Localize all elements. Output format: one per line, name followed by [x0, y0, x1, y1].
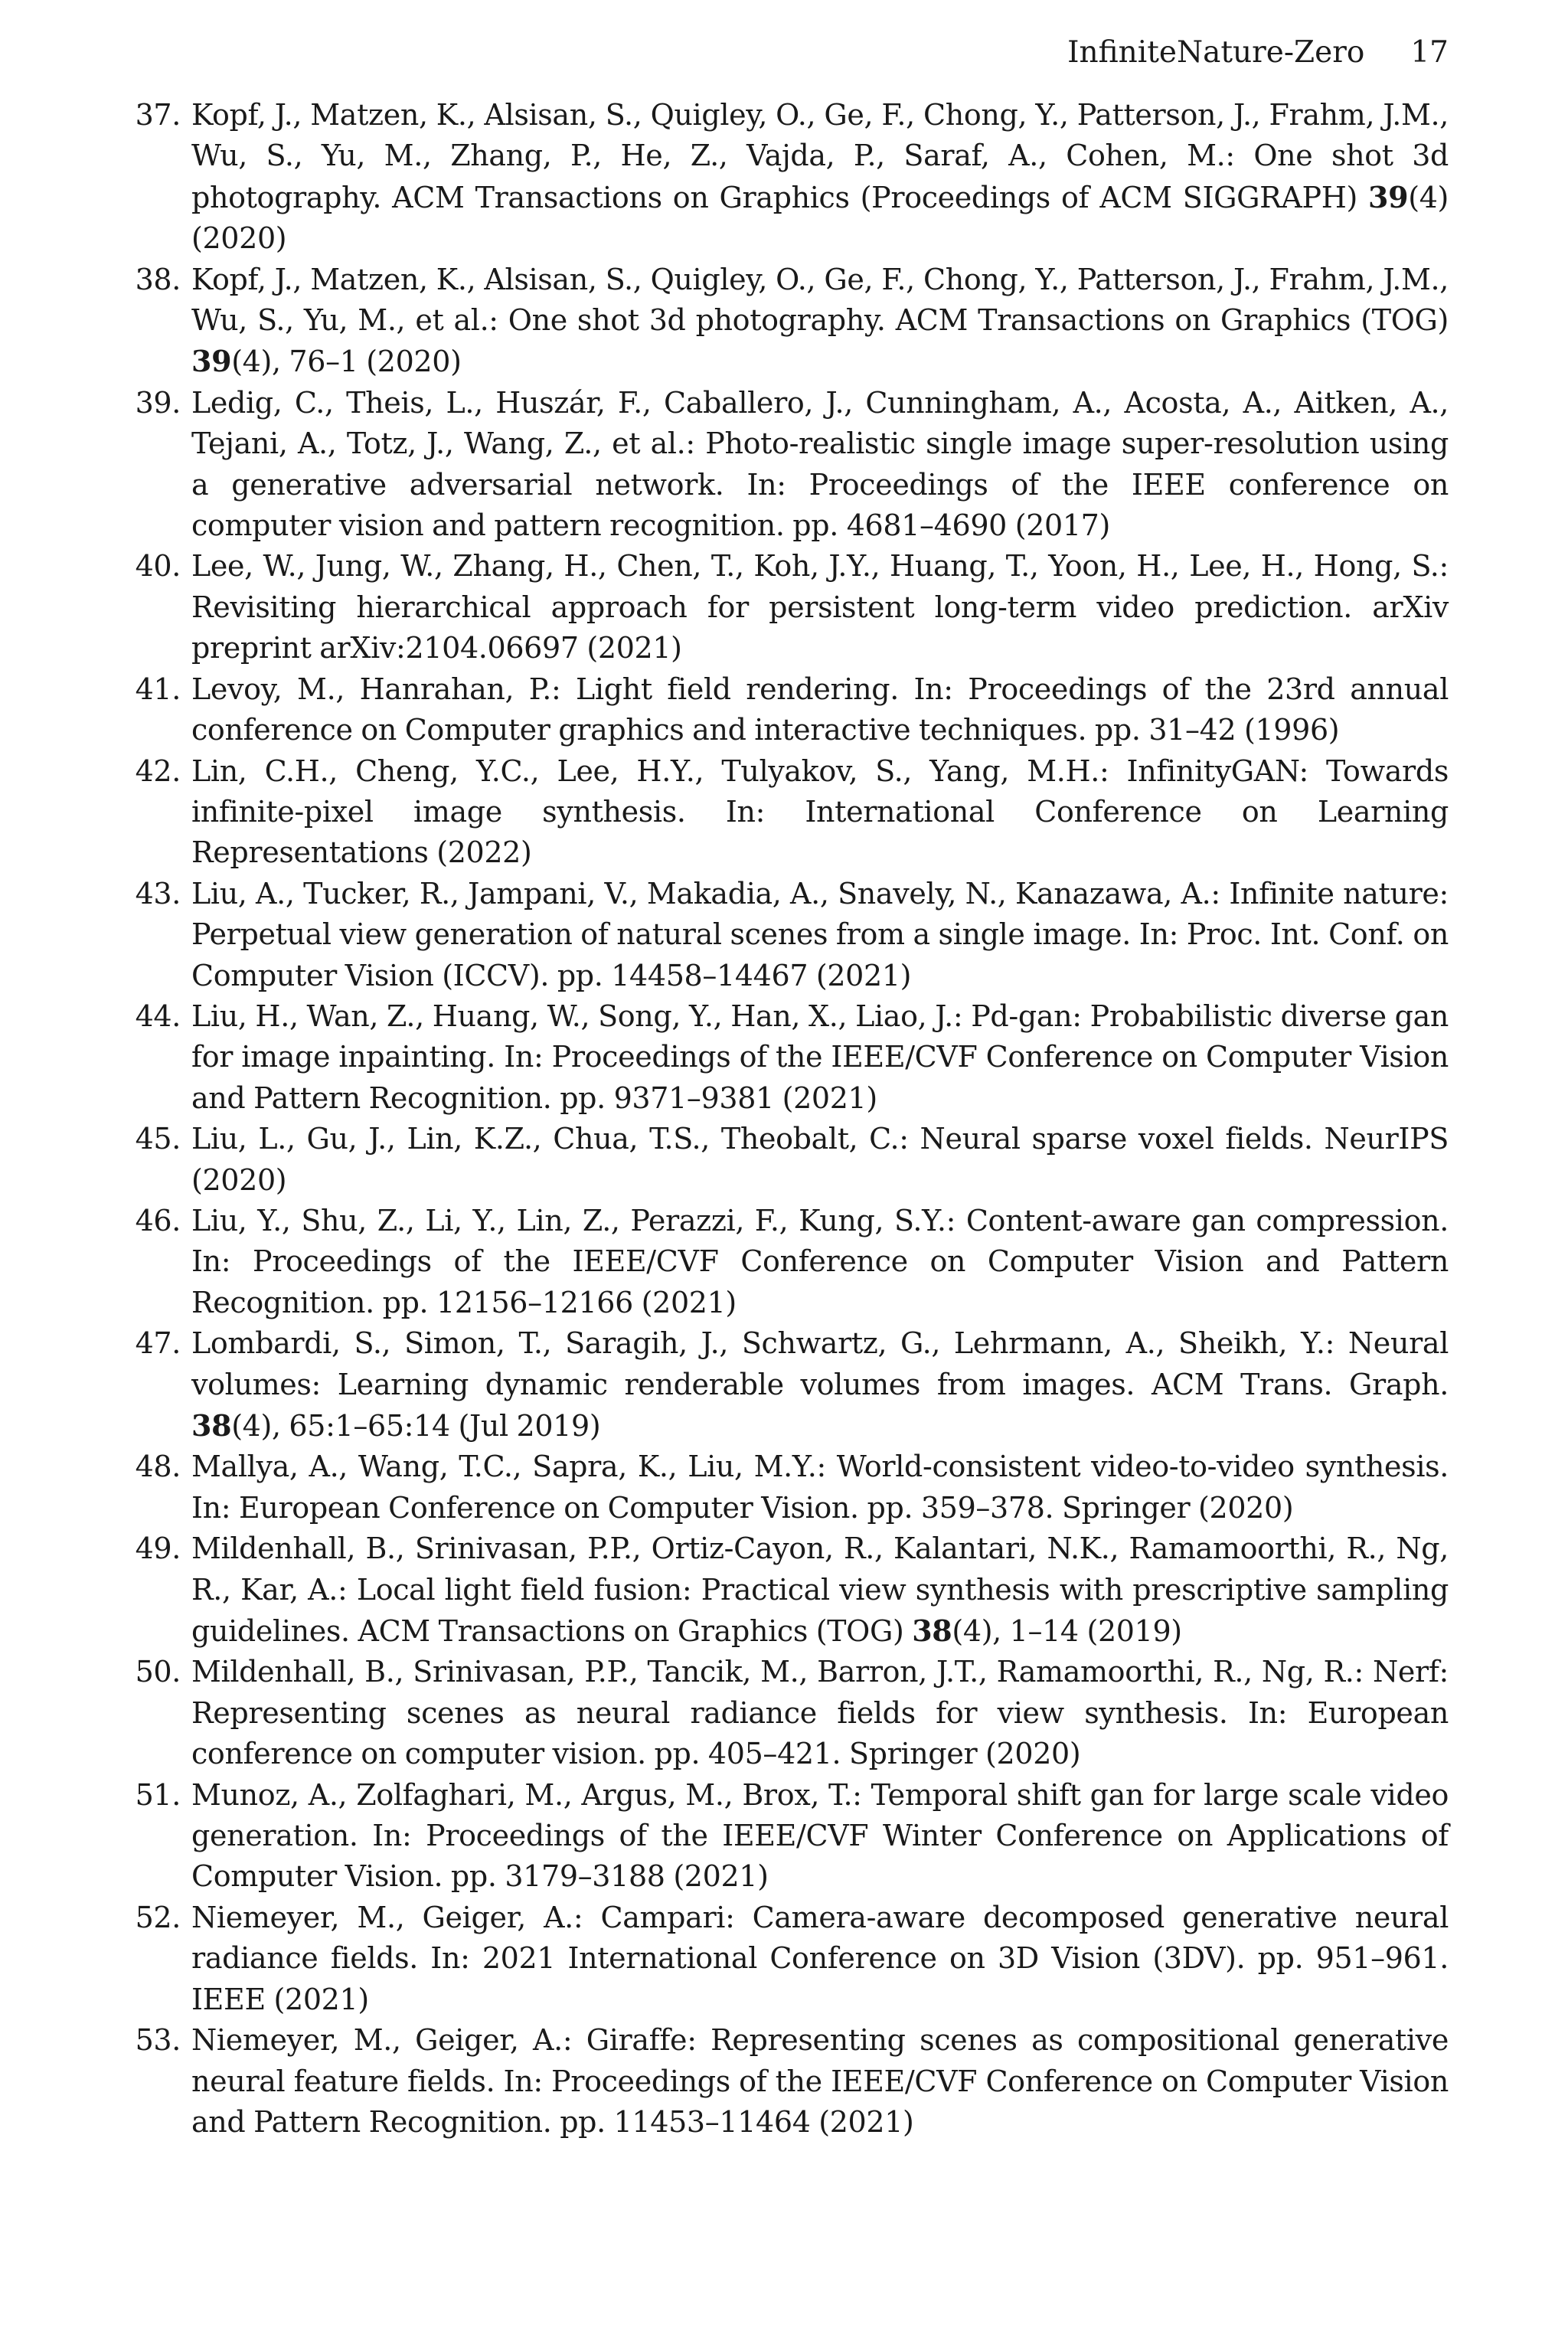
reference-number: 43. [135, 876, 181, 910]
reference-number: 40. [135, 549, 181, 584]
reference-item [121, 1201, 1449, 1323]
reference-number: 41. [135, 672, 181, 706]
reference-number: 48. [135, 1450, 181, 1484]
reference-text: Mildenhall, B., Srinivasan, P.P., Tancik, M., Barron, J.T., Ramamoorthi, R., Ng, R.: Nerf: Representing scenes as neural radiance fields for view synthesis. In: European conference on computer vision. pp. 405–421. Springer (2020) [191, 1655, 1449, 1771]
reference-number: 47. [135, 1326, 181, 1361]
reference-item [121, 1119, 1449, 1201]
reference-item [121, 383, 1449, 547]
reference-text-tail: (4), 1–14 (2019) [952, 1614, 1182, 1649]
running-title: InfiniteNature-Zero [1067, 35, 1365, 70]
reference-number: 52. [135, 1900, 181, 1934]
reference-number: 38. [135, 262, 181, 296]
reference-text: Niemeyer, M., Geiger, A.: Campari: Camera-aware decomposed generative neural radiance fields. In: 2021 International Conference on 3D Vision (3DV). pp. 951–961. IEEE (2021) [191, 1900, 1449, 2016]
reference-item [121, 260, 1449, 383]
reference-number: 42. [135, 754, 181, 788]
reference-text: Levoy, M., Hanrahan, P.: Light field rendering. In: Proceedings of the 23rd annual conference on Computer graphics and interactive techniques. pp. 31–42 (1996) [191, 672, 1449, 747]
reference-text: Liu, A., Tucker, R., Jampani, V., Makadia, A., Snavely, N., Kanazawa, A.: Infinite nature: Perpetual view generation of natural scenes from a single image. In: Proc. Int. Conf. on Computer Vision (ICCV). pp. 14458–14467 (2021) [191, 876, 1449, 992]
reference-text-tail: (4) (2020) [191, 180, 1449, 256]
reference-number: 50. [135, 1655, 181, 1689]
reference-text: Lin, C.H., Cheng, Y.C., Lee, H.Y., Tulyakov, S., Yang, M.H.: InfinityGAN: Towards infinite-pixel image synthesis. In: International Conference on Learning Representations (2022) [191, 754, 1449, 870]
reference-item [121, 1323, 1449, 1447]
reference-item [121, 95, 1449, 260]
reference-text: Ledig, C., Theis, L., Huszár, F., Caballero, J., Cunningham, A., Acosta, A., Aitken, A., Tejani, A., Totz, J., Wang, Z., et al.: Photo-realistic single image super-resolution using a generative adversarial network. In: Proceedings of the IEEE conference on computer vision and pattern recognition. pp. 4681–4690 (2017) [191, 385, 1449, 543]
reference-number: 39. [135, 385, 181, 420]
reference-number: 45. [135, 1122, 181, 1156]
reference-text: Niemeyer, M., Geiger, A.: Giraffe: Representing scenes as compositional generative neural feature fields. In: Proceedings of the IEEE/CVF Conference on Computer Vision and Pattern Recognition. pp. 11453–11464 (2021) [191, 2023, 1449, 2139]
volume-number: 38 [191, 1408, 232, 1443]
reference-item [121, 751, 1449, 874]
reference-number: 49. [135, 1532, 181, 1566]
reference-item [121, 1528, 1449, 1652]
volume-number: 38 [912, 1613, 952, 1649]
reference-item [121, 1775, 1449, 1898]
running-head [1067, 34, 1449, 72]
reference-item [121, 1898, 1449, 2020]
page-number: 17 [1410, 35, 1449, 70]
reference-text: Mallya, A., Wang, T.C., Sapra, K., Liu, M.Y.: World-consistent video-to-video synthesis. In: European Conference on Computer Vision. pp. 359–378. Springer (2020) [191, 1450, 1449, 1525]
reference-item [121, 1652, 1449, 1774]
reference-number: 44. [135, 999, 181, 1033]
reference-text: Liu, H., Wan, Z., Huang, W., Song, Y., Han, X., Liao, J.: Pd-gan: Probabilistic diverse gan for image inpainting. In: Proceedings of the IEEE/CVF Conference on Computer Vision and Pattern Recognition. pp. 9371–9381 (2021) [191, 999, 1449, 1115]
reference-text-tail: (4), 65:1–65:14 (Jul 2019) [231, 1409, 601, 1443]
reference-text: Liu, Y., Shu, Z., Li, Y., Lin, Z., Perazzi, F., Kung, S.Y.: Content-aware gan compression. In: Proceedings of the IEEE/CVF Conference on Computer Vision and Pattern Recognition. pp. 12156–12166 (2021) [191, 1203, 1449, 1319]
reference-number: 46. [135, 1203, 181, 1237]
reference-text: Mildenhall, B., Srinivasan, P.P., Ortiz-Cayon, R., Kalantari, N.K., Ramamoorthi, R., Ng, R., Kar, A.: Local light field fusion: Practical view synthesis with prescriptive sampling guidelines. ACM Transactions on Graphics (TOG) [191, 1532, 1449, 1649]
reference-text-tail: (4), 76–1 (2020) [231, 345, 462, 379]
reference-text: Kopf, J., Matzen, K., Alsisan, S., Quigley, O., Ge, F., Chong, Y., Patterson, J., Frahm, J.M., Wu, S., Yu, M., Zhang, P., He, Z., Vajda, P., Saraf, A., Cohen, M.: One shot 3d photography. ACM Transactions on Graphics (Proceedings of ACM SIGGRAPH) [191, 98, 1449, 214]
reference-number: 53. [135, 2023, 181, 2058]
reference-item [121, 2020, 1449, 2143]
reference-item [121, 996, 1449, 1119]
reference-list [121, 95, 1449, 2143]
reference-text: Liu, L., Gu, J., Lin, K.Z., Chua, T.S., Theobalt, C.: Neural sparse voxel fields. NeurIPS (2020) [191, 1122, 1449, 1197]
reference-text: Lee, W., Jung, W., Zhang, H., Chen, T., Koh, J.Y., Huang, T., Yoon, H., Lee, H., Hong, S.: Revisiting hierarchical approach for persistent long-term video prediction. arXiv preprint arXiv:2104.06697 (2021) [191, 549, 1449, 665]
volume-number: 39 [1368, 179, 1409, 214]
reference-text: Kopf, J., Matzen, K., Alsisan, S., Quigley, O., Ge, F., Chong, Y., Patterson, J., Frahm, J.M., Wu, S., Yu, M., et al.: One shot 3d photography. ACM Transactions on Graphics (TOG) [191, 262, 1449, 338]
reference-text: Munoz, A., Zolfaghari, M., Argus, M., Brox, T.: Temporal shift gan for large scale video generation. In: Proceedings of the IEEE/CVF Winter Conference on Applications of Computer Vision. pp. 3179–3188 (2021) [191, 1777, 1449, 1894]
reference-number: 37. [135, 98, 181, 132]
reference-item [121, 1447, 1449, 1528]
volume-number: 39 [191, 344, 232, 379]
reference-text: Lombardi, S., Simon, T., Saragih, J., Schwartz, G., Lehrmann, A., Sheikh, Y.: Neural volumes: Learning dynamic renderable volumes from images. ACM Trans. Graph. [191, 1326, 1449, 1401]
reference-item [121, 669, 1449, 751]
reference-item [121, 874, 1449, 996]
reference-item [121, 546, 1449, 669]
reference-number: 51. [135, 1777, 181, 1812]
